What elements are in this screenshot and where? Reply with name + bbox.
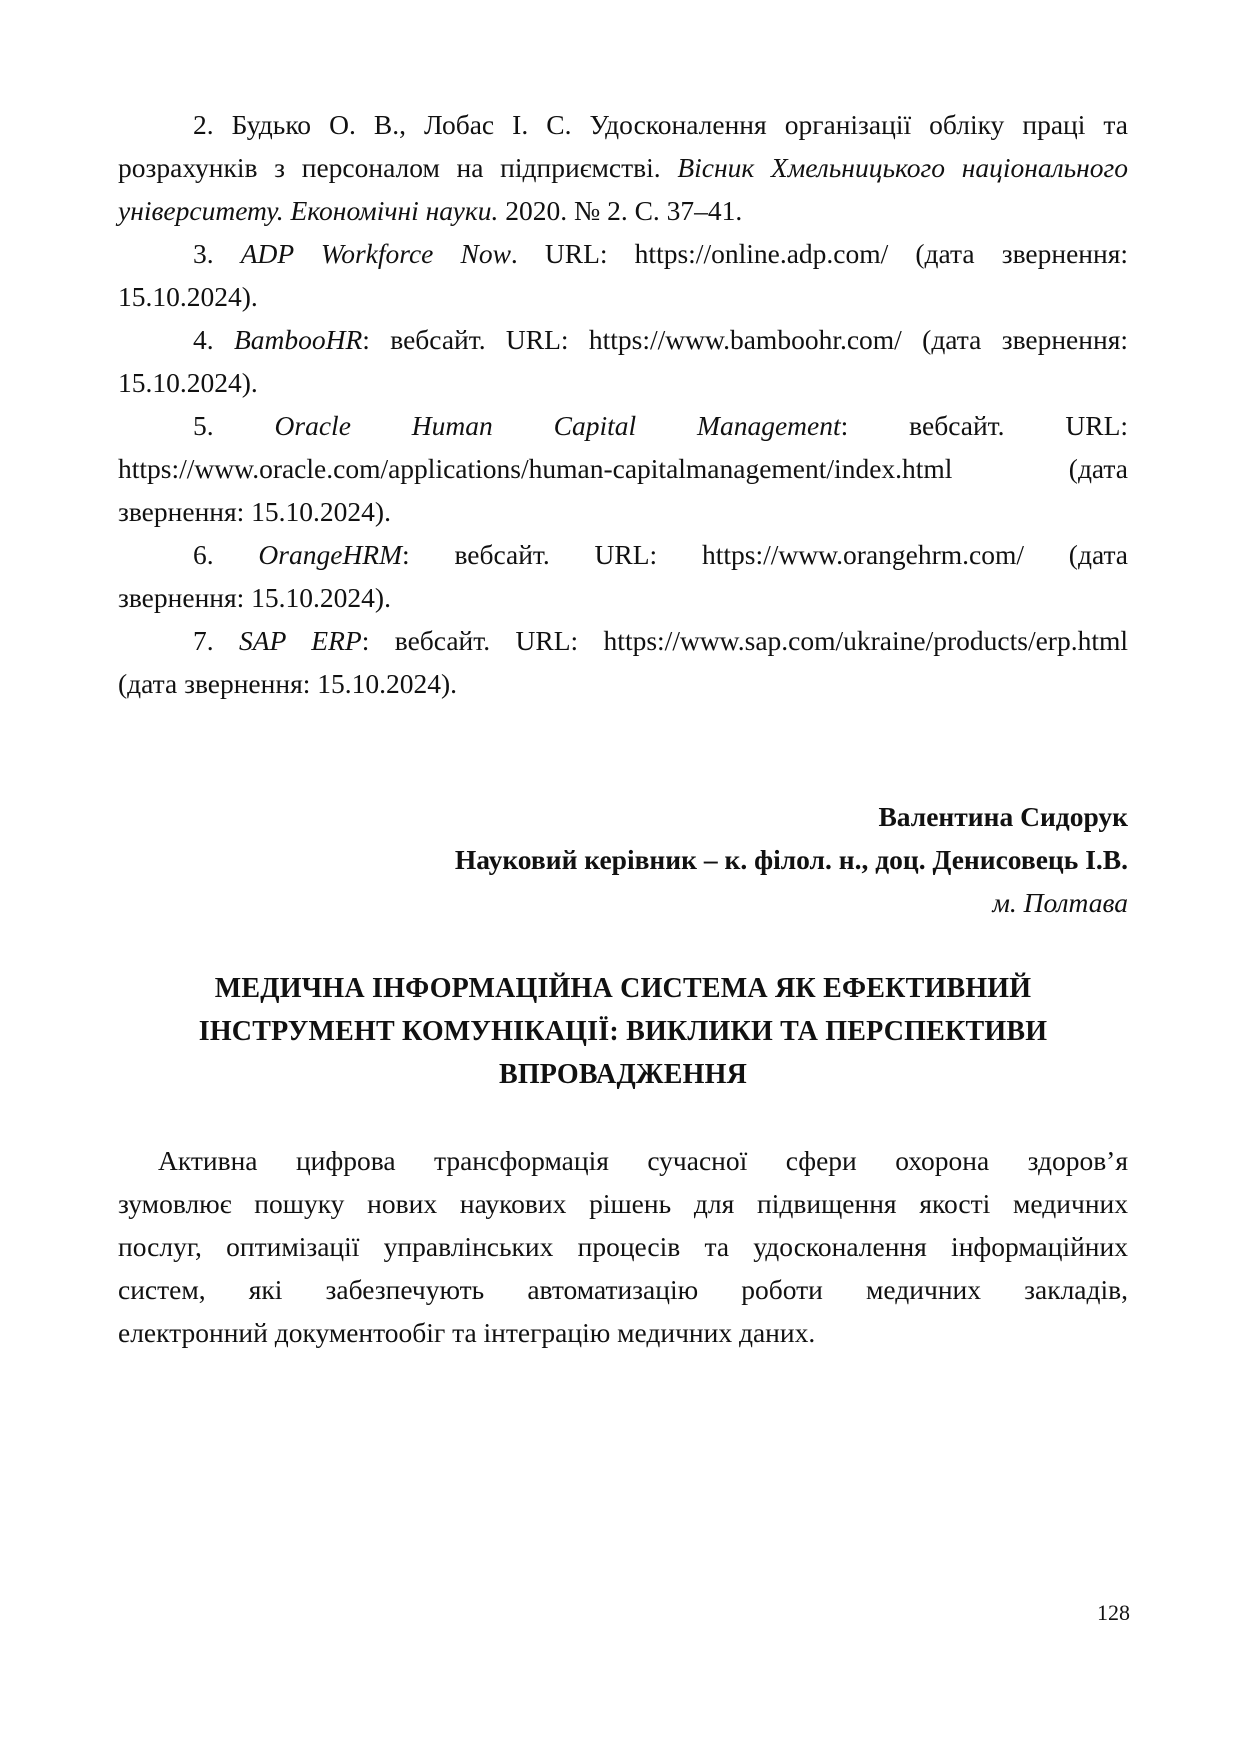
reference-title: OrangeHRM	[258, 539, 403, 570]
reference-6-line-1	[193, 538, 1128, 572]
reference-title: ADP Workforce Now	[240, 238, 511, 269]
reference-number: 4.	[193, 324, 234, 355]
reference-text: розрахунків з персоналом на підприємстві.	[118, 152, 678, 183]
reference-5-line-3	[118, 495, 1128, 529]
reference-4-line-2	[118, 366, 1128, 400]
reference-url: https://www.oracle.com/applications/human-capitalmanagement/index.html (дата	[118, 453, 1128, 484]
reference-7-line-1	[193, 624, 1128, 658]
reference-url: : вебсайт. URL: https://www.orangehrm.com/ (дата	[402, 539, 1128, 570]
body-line-5: електронний документообіг та інтеграцію медичних даних.	[118, 1317, 816, 1348]
reference-4-line-1	[193, 323, 1128, 357]
reference-6-line-2	[118, 581, 1128, 615]
reference-3-line-2	[118, 280, 1128, 314]
reference-2-line-1	[193, 108, 1128, 142]
reference-5-line-1	[193, 409, 1128, 443]
article-title-line-2: ІНСТРУМЕНТ КОМУНІКАЦІЇ: ВИКЛИКИ ТА ПЕРСПЕКТИВИ	[198, 1016, 1048, 1047]
supervisor: Науковий керівник – к. філол. н., доц. Денисовець І.В.	[454, 844, 1128, 875]
access-date: 15.10.2024).	[118, 281, 258, 312]
reference-url: : вебсайт. URL: https://www.sap.com/ukraine/products/erp.html	[361, 625, 1129, 656]
reference-7-line-2	[118, 667, 1128, 701]
journal-title: Вісник Хмельницького національного	[677, 152, 1128, 183]
reference-2-line-2	[118, 151, 1128, 185]
body-line-3: послуг, оптимізації управлінських процесів та удосконалення інформаційних	[118, 1231, 1128, 1262]
body-line-2: зумовлює пошуку нових наукових рішень для підвищення якості медичних	[118, 1188, 1128, 1219]
reference-url: . URL: https://online.adp.com/ (дата звернення:	[510, 238, 1129, 269]
page-number: 128	[1097, 1600, 1130, 1625]
access-date: звернення: 15.10.2024).	[118, 496, 391, 527]
reference-3-line-1	[193, 237, 1128, 271]
article-title-line-1: МЕДИЧНА ІНФОРМАЦІЙНА СИСТЕМА ЯК ЕФЕКТИВНИЙ	[214, 973, 1032, 1004]
reference-text: 2020. № 2. С. 37–41.	[498, 195, 743, 226]
article-title-line-3: ВПРОВАДЖЕННЯ	[498, 1059, 748, 1090]
body-line-1: Активна цифрова трансформація сучасної сфери охорона здоров’я	[158, 1145, 1128, 1176]
reference-number: 7.	[193, 625, 240, 656]
body-line-4: систем, які забезпечують автоматизацію роботи медичних закладів,	[118, 1274, 1128, 1305]
journal-title: університету. Економічні науки.	[118, 195, 499, 226]
reference-title: BambooHR	[233, 324, 363, 355]
reference-title: Oracle Human Capital Management	[274, 410, 841, 441]
reference-5-line-2	[118, 452, 1128, 486]
access-date: (дата звернення: 15.10.2024).	[118, 668, 458, 699]
access-date: звернення: 15.10.2024).	[118, 582, 391, 613]
reference-title: SAP ERP	[239, 625, 362, 656]
reference-number: 5.	[193, 410, 275, 441]
reference-2-line-3	[118, 194, 1128, 228]
reference-number: 3.	[193, 238, 241, 269]
author-name: Валентина Сидорук	[878, 801, 1128, 832]
reference-url: : вебсайт. URL: https://www.bamboohr.com/ (дата звернення:	[362, 324, 1128, 355]
city: м. Полтава	[992, 887, 1128, 918]
access-date: 15.10.2024).	[118, 367, 258, 398]
reference-number: 6.	[193, 539, 259, 570]
reference-text: 2. Будько О. В., Лобас І. С. Удосконалення організації обліку праці та	[193, 109, 1128, 140]
reference-text: : вебсайт. URL:	[840, 410, 1129, 441]
